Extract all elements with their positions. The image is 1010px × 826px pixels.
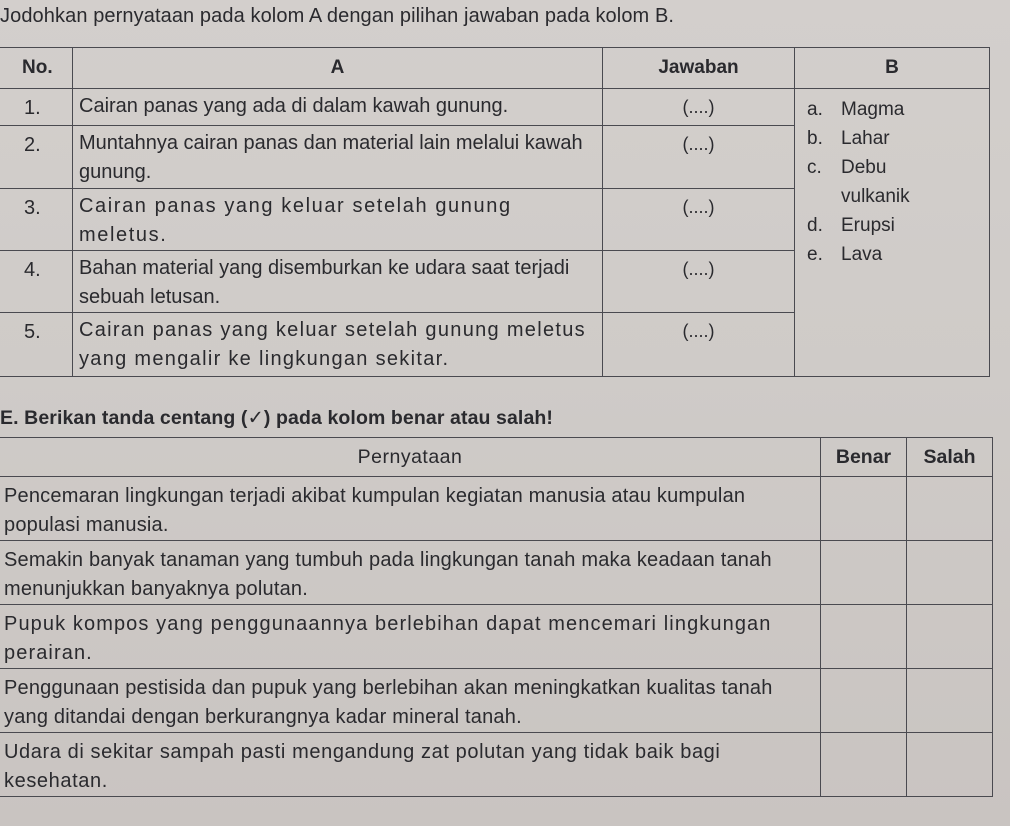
header-pernyataan: Pernyataan (0, 438, 821, 477)
row-number: 1. (0, 89, 73, 126)
matching-table (0, 47, 990, 377)
statement-text: Semakin banyak tanaman yang tumbuh pada lingkungan tanah maka keadaan tanah menunjukkan banyaknya polutan. (0, 541, 821, 605)
statement-text: Cairan panas yang keluar setelah gunung meletus. (73, 189, 603, 251)
option-letter: c. (807, 157, 822, 178)
answer-blank[interactable]: (....) (603, 189, 795, 251)
option-letter: e. (807, 244, 823, 265)
true-false-header-row (0, 438, 993, 477)
salah-checkbox[interactable] (907, 541, 993, 605)
header-a: A (73, 48, 603, 89)
options-column (795, 89, 990, 377)
benar-checkbox[interactable] (821, 477, 907, 541)
header-jawaban: Jawaban (603, 48, 795, 89)
statement-text: Bahan material yang disemburkan ke udara saat terjadi sebuah letusan. (73, 251, 603, 313)
answer-blank[interactable]: (....) (603, 126, 795, 189)
option-text: Lava (841, 244, 883, 265)
salah-checkbox[interactable] (907, 477, 993, 541)
benar-checkbox[interactable] (821, 541, 907, 605)
answer-blank[interactable]: (....) (603, 313, 795, 377)
option-item (807, 153, 989, 211)
statement-text: Cairan panas yang keluar setelah gunung meletus yang mengalir ke lingkungan sekitar. (73, 313, 603, 377)
salah-checkbox[interactable] (907, 733, 993, 797)
table-row (0, 733, 993, 797)
option-text: Lahar (841, 128, 890, 149)
benar-checkbox[interactable] (821, 733, 907, 797)
row-number: 4. (0, 251, 73, 313)
answer-blank[interactable]: (....) (603, 89, 795, 126)
option-item (807, 240, 989, 269)
option-item (807, 124, 989, 153)
option-text: Magma (841, 99, 905, 120)
salah-checkbox[interactable] (907, 669, 993, 733)
answer-blank[interactable]: (....) (603, 251, 795, 313)
option-letter: a. (807, 99, 823, 120)
option-text: Debu vulkanik (841, 157, 910, 207)
table-row (0, 605, 993, 669)
header-salah: Salah (907, 438, 993, 477)
matching-instruction: Jodohkan pernyataan pada kolom A dengan pilihan jawaban pada kolom B. (0, 5, 675, 27)
salah-checkbox[interactable] (907, 605, 993, 669)
benar-checkbox[interactable] (821, 669, 907, 733)
statement-text: Udara di sekitar sampah pasti mengandung zat polutan yang tidak baik bagi kesehatan. (0, 733, 821, 797)
true-false-instruction: E. Berikan tanda centang (✓) pada kolom benar atau salah! (0, 407, 554, 429)
benar-checkbox[interactable] (821, 605, 907, 669)
table-row (0, 89, 990, 126)
header-no: No. (0, 48, 73, 89)
table-row (0, 541, 993, 605)
statement-text: Pencemaran lingkungan terjadi akibat kumpulan kegiatan manusia atau kumpulan populasi manusia. (0, 477, 821, 541)
header-benar: Benar (821, 438, 907, 477)
row-number: 2. (0, 126, 73, 189)
row-number: 5. (0, 313, 73, 377)
statement-text: Cairan panas yang ada di dalam kawah gunung. (73, 89, 603, 126)
statement-text: Penggunaan pestisida dan pupuk yang berlebihan akan meningkatkan kualitas tanah yang ditandai dengan berkurangnya kadar mineral tanah. (0, 669, 821, 733)
option-item (807, 211, 989, 240)
option-letter: d. (807, 215, 823, 236)
row-number: 3. (0, 189, 73, 251)
option-text: Erupsi (841, 215, 895, 236)
statement-text: Pupuk kompos yang penggunaannya berlebihan dapat mencemari lingkungan perairan. (0, 605, 821, 669)
matching-header-row (0, 48, 990, 89)
option-letter: b. (807, 128, 823, 149)
table-row (0, 669, 993, 733)
option-item (807, 95, 989, 124)
header-b: B (795, 48, 990, 89)
statement-text: Muntahnya cairan panas dan material lain melalui kawah gunung. (73, 126, 603, 189)
true-false-table (0, 437, 993, 797)
table-row (0, 477, 993, 541)
